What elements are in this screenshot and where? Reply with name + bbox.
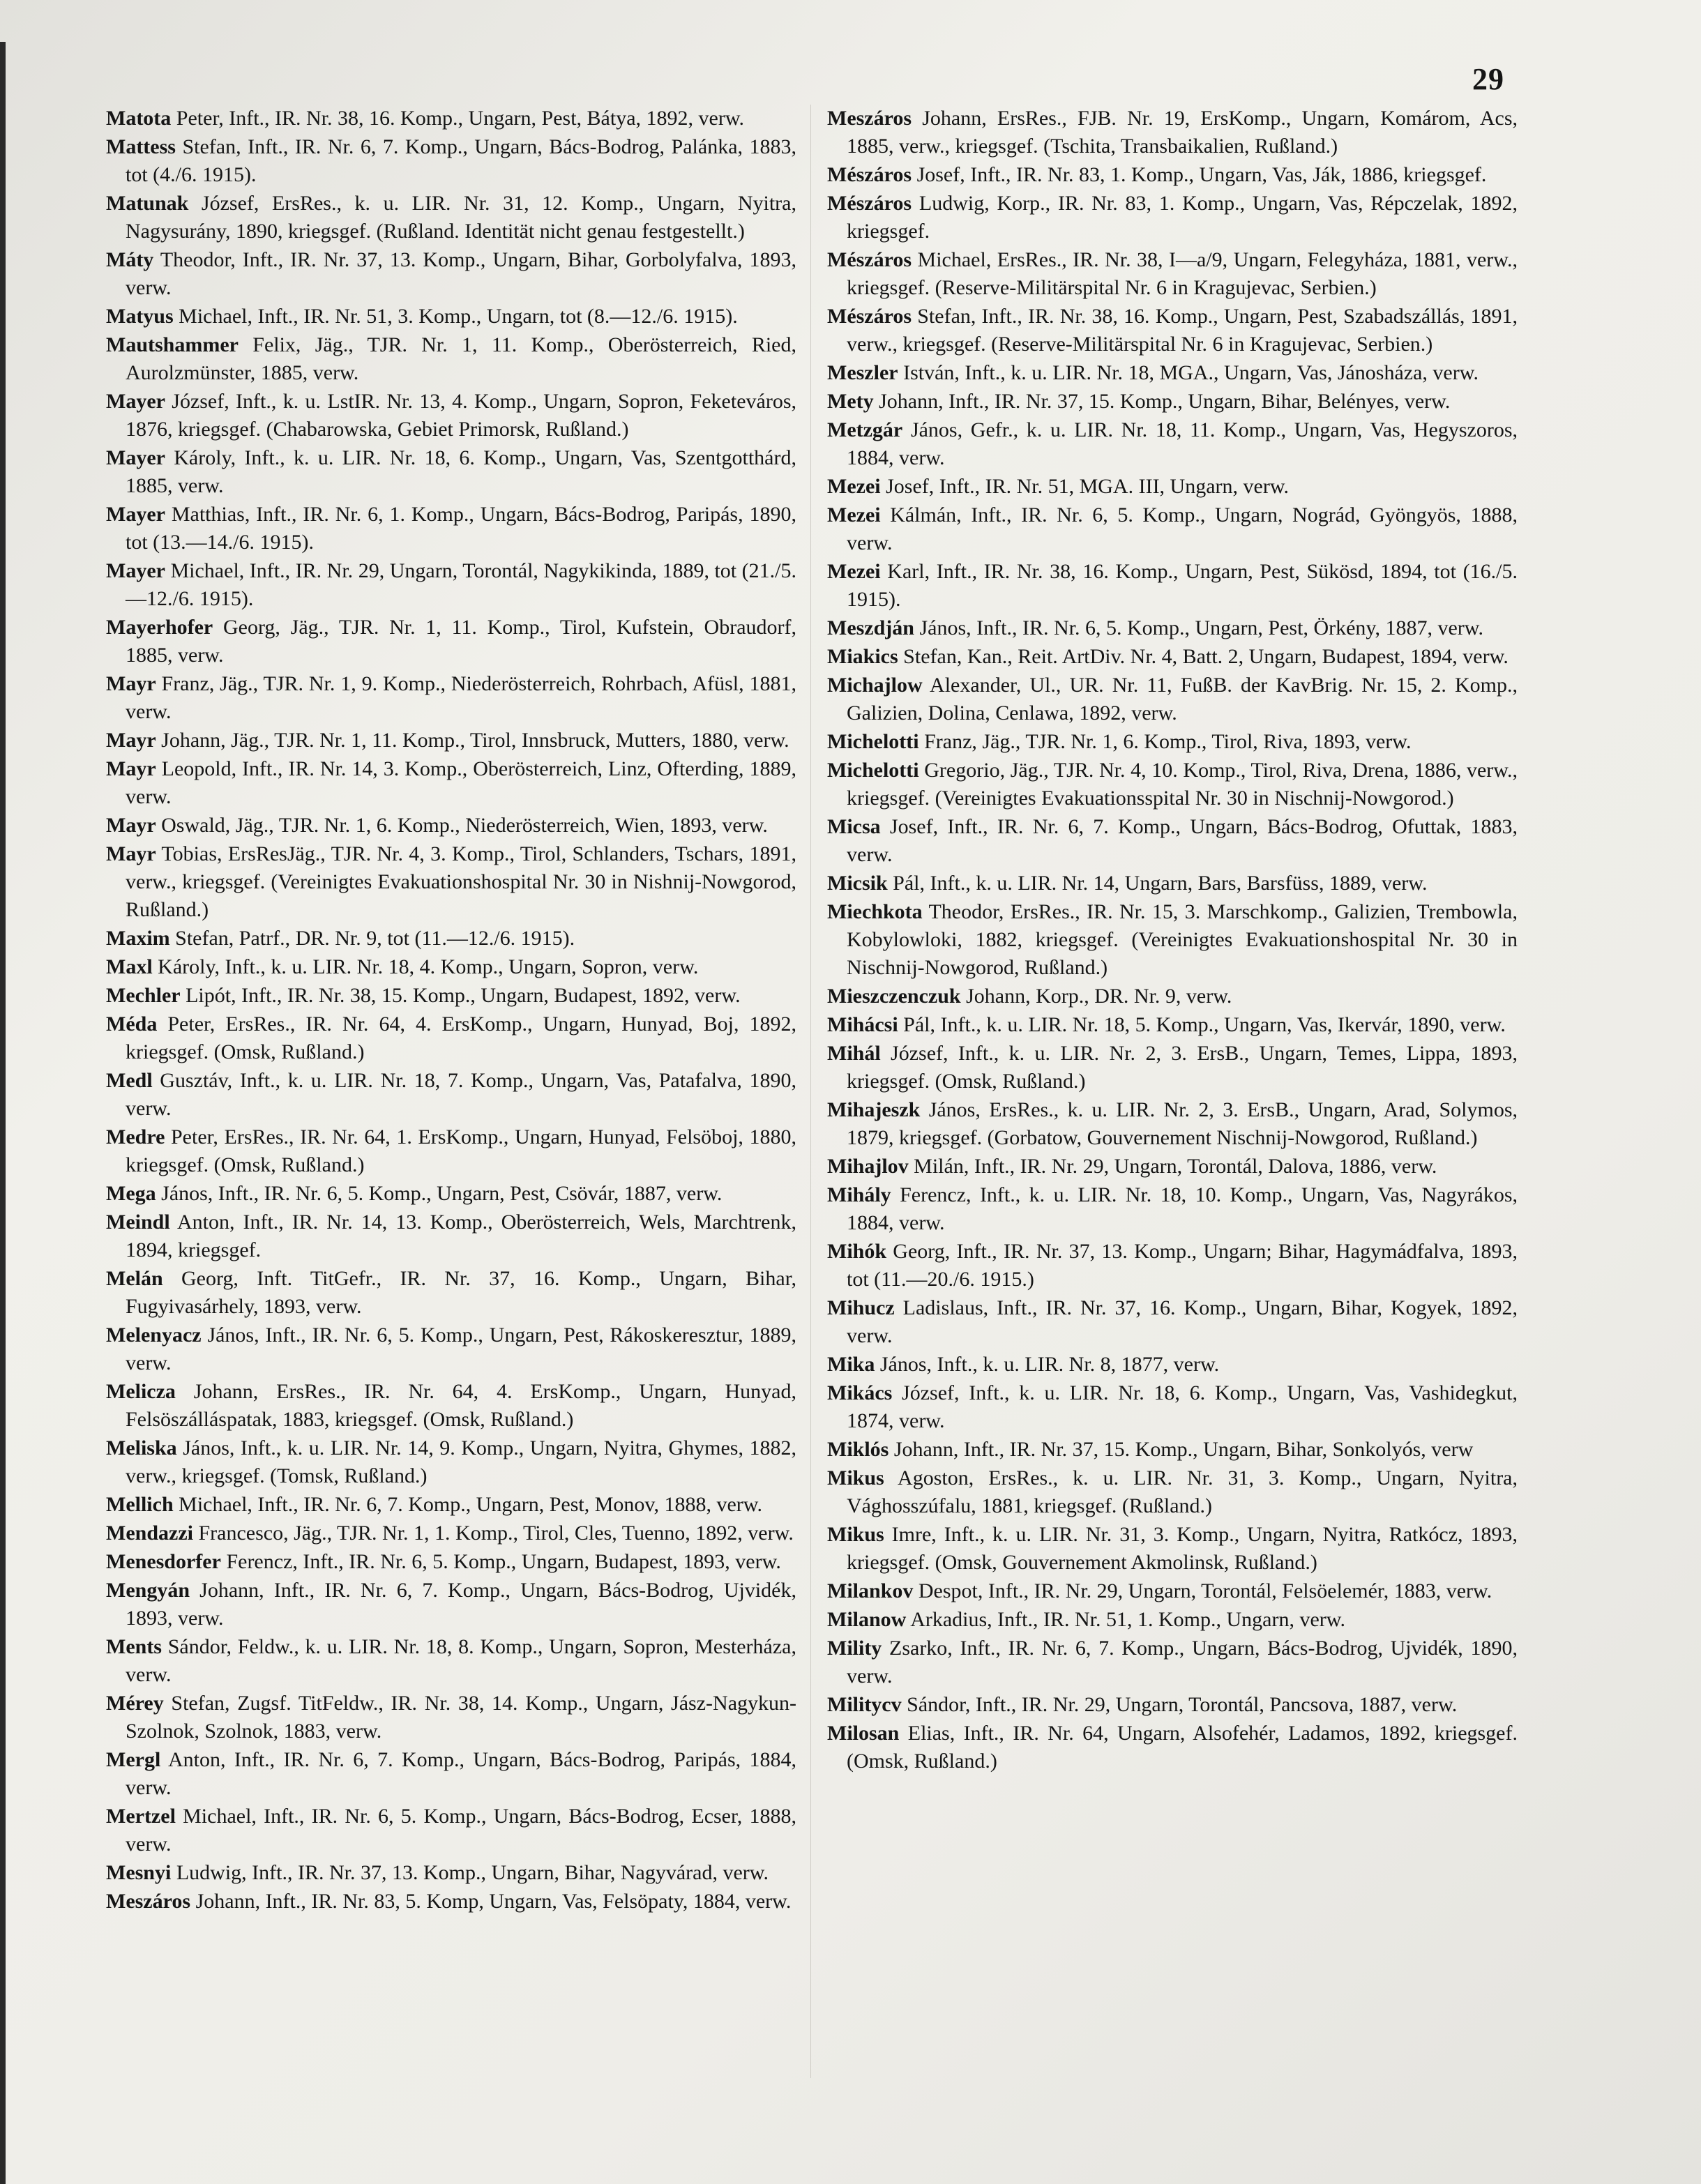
entry-details: Georg, Inft., IR. Nr. 37, 13. Komp., Ungarn; Bihar, Hagymádfalva, 1893, tot (11.—20./6. 1915.) <box>847 1240 1518 1291</box>
entry-surname: Mayr <box>106 672 156 695</box>
entry-surname: Mayer <box>106 446 165 469</box>
entry-details: Ferencz, Inft., IR. Nr. 6, 5. Komp., Ungarn, Budapest, 1893, verw. <box>220 1550 781 1573</box>
entry-details: Leopold, Inft., IR. Nr. 14, 3. Komp., Oberösterreich, Linz, Ofterding, 1889, verw. <box>126 757 796 808</box>
entry-details: Felix, Jäg., TJR. Nr. 1, 11. Komp., Oberösterreich, Ried, Aurolzmünster, 1885, verw. <box>126 333 796 384</box>
entry-surname: Milanow <box>827 1608 907 1631</box>
entry-details: Oswald, Jäg., TJR. Nr. 1, 6. Komp., Niederösterreich, Wien, 1893, verw. <box>156 814 768 837</box>
entry-surname: Meindl <box>106 1211 170 1234</box>
entry-details: Johann, Korp., DR. Nr. 9, verw. <box>960 985 1232 1008</box>
entry-surname: Mellich <box>106 1493 174 1516</box>
entry-surname: Michelotti <box>827 759 919 782</box>
entry-surname: Meszáros <box>827 107 912 130</box>
entry-surname: Mika <box>827 1353 875 1376</box>
register-entry <box>106 925 796 953</box>
page-number: 29 <box>1472 62 1504 96</box>
entry-surname: Melicza <box>106 1380 176 1403</box>
entry-details: Ferencz, Inft., k. u. LIR. Nr. 18, 10. Komp., Ungarn, Vas, Nagyrákos, 1884, verw. <box>847 1183 1518 1234</box>
entry-surname: Milosan <box>827 1722 900 1745</box>
entry-surname: Mihajlov <box>827 1155 909 1178</box>
register-entry <box>106 1265 796 1321</box>
entry-surname: Mety <box>827 390 874 413</box>
entry-surname: Melán <box>106 1267 163 1290</box>
entry-surname: Michelotti <box>827 730 919 753</box>
register-entry <box>827 1040 1518 1095</box>
entry-details: Károly, Inft., k. u. LIR. Nr. 18, 4. Komp., Ungarn, Sopron, verw. <box>152 955 699 978</box>
entry-details: Elias, Inft., IR. Nr. 64, Ungarn, Alsofehér, Ladamos, 1892, kriegsgef. (Omsk, Rußland.) <box>847 1722 1518 1773</box>
entry-surname: Melenyacz <box>106 1324 202 1347</box>
entry-details: Zsarko, Inft., IR. Nr. 6, 7. Komp., Ungarn, Bács-Bodrog, Ujvidék, 1890, verw. <box>847 1637 1518 1688</box>
entry-details: Ludwig, Korp., IR. Nr. 83, 1. Komp., Ungarn, Vas, Répczelak, 1892, kriegsgef. <box>847 192 1518 243</box>
entry-details: Kálmán, Inft., IR. Nr. 6, 5. Komp., Ungarn, Nográd, Gyöngyös, 1888, verw. <box>847 503 1518 554</box>
page-edge-shadow <box>0 42 6 2184</box>
entry-surname: Mérey <box>106 1692 164 1715</box>
entry-surname: Mendazzi <box>106 1522 193 1545</box>
entry-details: Tobias, ErsResJäg., TJR. Nr. 4, 3. Komp., Tirol, Schlanders, Tschars, 1891, verw., kriegsgef. (Vereinigtes Evakuationshospital Nr. 30 in Nishnij-Nowgorod, Rußland.) <box>126 842 796 921</box>
entry-details: János, Inft., k. u. LIR. Nr. 14, 9. Komp., Ungarn, Nyitra, Ghymes, 1882, verw., kriegsgef. (Tomsk, Rußland.) <box>126 1436 796 1487</box>
entry-details: Alexander, Ul., UR. Nr. 11, FußB. der KavBrig. Nr. 15, 2. Komp., Galizien, Dolina, Cenlawa, 1892, verw. <box>847 674 1518 725</box>
entry-details: János, ErsRes., k. u. LIR. Nr. 2, 3. ErsB., Ungarn, Arad, Solymos, 1879, kriegsgef. (Gorbatow, Gouvernement Nischnij-Nowgorod, Rußland.) <box>847 1098 1518 1149</box>
entry-surname: Micsa <box>827 815 881 838</box>
entry-details: Sándor, Inft., IR. Nr. 29, Ungarn, Torontál, Pancsova, 1887, verw. <box>901 1693 1458 1716</box>
entry-surname: Mihál <box>827 1042 881 1065</box>
register-entry <box>106 840 796 924</box>
entry-details: Arkadius, Inft., IR. Nr. 51, 1. Komp., Ungarn, verw. <box>906 1608 1345 1631</box>
entry-details: Georg, Inft. TitGefr., IR. Nr. 37, 16. Komp., Ungarn, Bihar, Fugyivasárhely, 1893, verw. <box>126 1267 796 1318</box>
register-entry <box>106 557 796 613</box>
entry-details: Agoston, ErsRes., k. u. LIR. Nr. 31, 3. Komp., Ungarn, Nyitra, Vághosszúfalu, 1881, kriegsgef. (Rußland.) <box>847 1466 1518 1517</box>
entry-surname: Matyus <box>106 305 174 328</box>
entry-details: Josef, Inft., IR. Nr. 83, 1. Komp., Ungarn, Vas, Ják, 1886, kriegsgef. <box>912 163 1487 186</box>
entry-surname: Maxl <box>106 955 153 978</box>
entry-details: József, ErsRes., k. u. LIR. Nr. 31, 12. Komp., Ungarn, Nyitra, Nagysurány, 1890, kriegsgef. (Rußland. Identität nicht genau festgestellt.) <box>126 192 796 243</box>
entry-details: Francesco, Jäg., TJR. Nr. 1, 1. Komp., Tirol, Cles, Tuenno, 1892, verw. <box>192 1522 794 1545</box>
entry-surname: Michajlow <box>827 674 923 697</box>
register-entry <box>106 1378 796 1434</box>
entry-surname: Mayer <box>106 503 165 526</box>
entry-surname: Mengyán <box>106 1579 190 1602</box>
register-entry <box>106 1859 796 1887</box>
register-entry <box>106 1180 796 1208</box>
entry-details: János, Inft., IR. Nr. 6, 5. Komp., Ungarn, Pest, Örkény, 1887, verw. <box>914 616 1483 639</box>
entry-surname: Meszáros <box>106 1890 191 1913</box>
entry-surname: Menesdorfer <box>106 1550 221 1573</box>
entry-surname: Mészáros <box>827 305 912 328</box>
register-entry <box>106 1491 796 1519</box>
entry-details: Franz, Jäg., TJR. Nr. 1, 6. Komp., Tirol, Riva, 1893, verw. <box>918 730 1412 753</box>
entry-details: Michael, Inft., IR. Nr. 29, Ungarn, Torontál, Nagykikinda, 1889, tot (21./5.—12./6. 1915). <box>126 559 796 610</box>
entry-surname: Micsik <box>827 872 888 895</box>
entry-details: Peter, ErsRes., IR. Nr. 64, 4. ErsKomp., Ungarn, Hunyad, Boj, 1892, kriegsgef. (Omsk, Rußland.) <box>126 1013 796 1063</box>
entry-details: Sándor, Feldw., k. u. LIR. Nr. 18, 8. Komp., Ungarn, Sopron, Mesterháza, verw. <box>126 1635 796 1686</box>
register-entry <box>106 755 796 811</box>
register-entry <box>827 728 1518 756</box>
entry-surname: Meszler <box>827 361 898 384</box>
entry-surname: Mility <box>827 1637 882 1660</box>
entry-details: István, Inft., k. u. LIR. Nr. 18, MGA., Ungarn, Vas, Jánosháza, verw. <box>898 361 1479 384</box>
entry-surname: Matunak <box>106 192 189 215</box>
entry-details: József, Inft., k. u. LstIR. Nr. 13, 4. Komp., Ungarn, Sopron, Feketeváros, 1876, kriegsgef. (Chabarowska, Gebiet Primorsk, Rußland.) <box>126 390 796 441</box>
register-entry <box>106 1803 796 1858</box>
entry-details: Theodor, ErsRes., IR. Nr. 15, 3. Marschkomp., Galizien, Trembowla, Kobylowloki, 1882, kriegsgef. (Vereinigtes Evakuationshospital Nr. 30 in Nischnij-Nowgorod, Rußland.) <box>847 900 1518 979</box>
register-entry <box>106 331 796 387</box>
register-entry <box>106 982 796 1010</box>
entry-surname: Mészáros <box>827 163 912 186</box>
entry-details: János, Inft., IR. Nr. 6, 5. Komp., Ungarn, Pest, Rákoskeresztur, 1889, verw. <box>126 1324 796 1374</box>
entry-surname: Mayr <box>106 757 156 780</box>
register-entry <box>106 1434 796 1490</box>
entry-surname: Mattess <box>106 135 176 158</box>
entry-surname: Mega <box>106 1182 156 1205</box>
entry-surname: Mieszczenczuk <box>827 985 961 1008</box>
register-entry <box>827 246 1518 302</box>
entry-details: Milán, Inft., IR. Nr. 29, Ungarn, Torontál, Dalova, 1886, verw. <box>908 1155 1437 1178</box>
entry-details: Károly, Inft., k. u. LIR. Nr. 18, 6. Komp., Ungarn, Vas, Szentgotthárd, 1885, verw. <box>126 446 796 497</box>
entry-details: Josef, Inft., IR. Nr. 51, MGA. III, Ungarn, verw. <box>880 475 1290 498</box>
entry-details: János, Inft., IR. Nr. 6, 5. Komp., Ungarn, Pest, Csövár, 1887, verw. <box>156 1182 723 1205</box>
entry-surname: Medl <box>106 1069 153 1092</box>
register-entry <box>827 1436 1518 1464</box>
entry-details: Johann, ErsRes., IR. Nr. 64, 4. ErsKomp., Ungarn, Hunyad, Felsöszálláspatak, 1883, kriegsgef. (Omsk, Rußland.) <box>126 1380 796 1431</box>
register-entry <box>827 898 1518 982</box>
entry-details: Johann, Inft., IR. Nr. 83, 5. Komp, Ungarn, Vas, Felsöpaty, 1884, verw. <box>190 1890 792 1913</box>
entry-details: Lipót, Inft., IR. Nr. 38, 15. Komp., Ungarn, Budapest, 1892, verw. <box>180 984 741 1007</box>
register-entry <box>106 133 796 189</box>
entry-surname: Mihajeszk <box>827 1098 921 1121</box>
register-entry <box>106 1746 796 1802</box>
entry-surname: Mayr <box>106 842 156 865</box>
register-entry <box>827 672 1518 727</box>
entry-details: Matthias, Inft., IR. Nr. 6, 1. Komp., Ungarn, Bács-Bodrog, Paripás, 1890, tot (13.—14./6. 1915). <box>126 503 796 554</box>
register-entry <box>106 1321 796 1377</box>
register-entry <box>827 359 1518 387</box>
entry-surname: Metzgár <box>827 418 903 441</box>
entry-surname: Maxim <box>106 927 170 950</box>
entry-surname: Mihály <box>827 1183 891 1206</box>
register-entry <box>827 1464 1518 1520</box>
register-entry <box>827 1635 1518 1690</box>
entry-surname: Mergl <box>106 1748 161 1771</box>
register-entry <box>106 727 796 754</box>
entry-details: Imre, Inft., k. u. LIR. Nr. 31, 3. Komp., Ungarn, Nyitra, Ratkócz, 1893, kriegsgef. (Omsk, Gouvernement Akmolinsk, Rußland.) <box>847 1523 1518 1574</box>
left-column <box>106 105 796 1916</box>
register-entry <box>827 1521 1518 1577</box>
register-entry <box>106 953 796 981</box>
register-entry <box>827 983 1518 1010</box>
register-entry <box>106 1123 796 1179</box>
entry-details: Gusztáv, Inft., k. u. LIR. Nr. 18, 7. Komp., Ungarn, Vas, Patafalva, 1890, verw. <box>126 1069 796 1120</box>
register-entry <box>106 190 796 245</box>
entry-details: Josef, Inft., IR. Nr. 6, 7. Komp., Ungarn, Bács-Bodrog, Ofuttak, 1883, verw. <box>847 815 1518 866</box>
register-entry <box>106 670 796 726</box>
entry-surname: Mayr <box>106 814 156 837</box>
entry-details: Johann, ErsRes., FJB. Nr. 19, ErsKomp., Ungarn, Komárom, Acs, 1885, verw., kriegsgef. (Tschita, Transbaikalien, Rußland.) <box>847 107 1518 158</box>
entry-surname: Ments <box>106 1635 162 1658</box>
entry-surname: Miakics <box>827 645 898 668</box>
entry-surname: Miklós <box>827 1438 889 1461</box>
entry-surname: Mayer <box>106 390 165 413</box>
register-entry <box>106 501 796 556</box>
register-entry <box>106 1010 796 1066</box>
entry-details: Johann, Inft., IR. Nr. 37, 15. Komp., Ungarn, Bihar, Sonkolyós, verw <box>889 1438 1474 1461</box>
register-entry <box>106 303 796 331</box>
entry-surname: Miechkota <box>827 900 923 923</box>
entry-surname: Medre <box>106 1125 165 1148</box>
entry-details: József, Inft., k. u. LIR. Nr. 2, 3. ErsB., Ungarn, Temes, Lippa, 1893, kriegsgef. (Omsk, Rußland.) <box>847 1042 1518 1093</box>
entry-details: Theodor, Inft., IR. Nr. 37, 13. Komp., Ungarn, Bihar, Gorbolyfalva, 1893, verw. <box>126 248 796 299</box>
entry-details: Johann, Inft., IR. Nr. 6, 7. Komp., Ungarn, Bács-Bodrog, Ujvidék, 1893, verw. <box>126 1579 796 1630</box>
entry-surname: Milankov <box>827 1579 914 1602</box>
entry-details: Johann, Jäg., TJR. Nr. 1, 11. Komp., Tirol, Innsbruck, Mutters, 1880, verw. <box>156 729 789 752</box>
register-entry <box>827 161 1518 189</box>
entry-surname: Mikács <box>827 1381 893 1404</box>
entry-surname: Mautshammer <box>106 333 239 356</box>
entry-surname: Mihucz <box>827 1296 895 1319</box>
register-entry <box>827 1606 1518 1634</box>
entry-surname: Méda <box>106 1013 158 1036</box>
register-entry <box>827 1294 1518 1350</box>
register-entry <box>827 643 1518 671</box>
register-entry <box>827 1238 1518 1294</box>
entry-surname: Mihácsi <box>827 1013 898 1036</box>
register-entry <box>106 1548 796 1576</box>
register-entry <box>106 1067 796 1123</box>
register-entry <box>827 473 1518 501</box>
entry-details: Franz, Jäg., TJR. Nr. 1, 9. Komp., Niederösterreich, Rohrbach, Afüsl, 1881, verw. <box>126 672 796 723</box>
entry-details: Michael, Inft., IR. Nr. 6, 7. Komp., Ungarn, Pest, Monov, 1888, verw. <box>173 1493 762 1516</box>
entry-details: Michael, ErsRes., IR. Nr. 38, I—a/9, Ungarn, Felegyháza, 1881, verw., kriegsgef. (Reserve-Militärspital Nr. 6 in Kragujevac, Serbien.) <box>847 248 1518 299</box>
right-column <box>827 105 1518 1776</box>
entry-details: János, Gefr., k. u. LIR. Nr. 18, 11. Komp., Ungarn, Vas, Hegyszoros, 1884, verw. <box>847 418 1518 469</box>
register-entry <box>827 1577 1518 1605</box>
entry-surname: Mezei <box>827 475 881 498</box>
register-entry <box>106 1633 796 1689</box>
register-entry <box>106 1888 796 1916</box>
entry-surname: Meszdján <box>827 616 914 639</box>
entry-details: János, Inft., k. u. LIR. Nr. 8, 1877, verw. <box>875 1353 1220 1376</box>
entry-details: József, Inft., k. u. LIR. Nr. 18, 6. Komp., Ungarn, Vas, Vashidegkut, 1874, verw. <box>847 1381 1518 1432</box>
entry-details: Michael, Inft., IR. Nr. 51, 3. Komp., Ungarn, tot (8.—12./6. 1915). <box>173 305 738 328</box>
register-entry <box>106 614 796 669</box>
register-entry <box>106 105 796 132</box>
register-entry <box>827 1351 1518 1379</box>
entry-surname: Máty <box>106 248 154 271</box>
entry-surname: Mezei <box>827 560 881 583</box>
entry-details: Gregorio, Jäg., TJR. Nr. 4, 10. Komp., Tirol, Riva, Drena, 1886, verw., kriegsgef. (Vereinigtes Evakuationsspital Nr. 30 in Nischnij-Nowgorod.) <box>847 759 1518 810</box>
register-entry <box>106 1690 796 1745</box>
register-entry <box>106 1577 796 1632</box>
entry-surname: Mayerhofer <box>106 616 213 639</box>
register-entry <box>827 1011 1518 1039</box>
register-entry <box>827 1096 1518 1152</box>
entry-details: Peter, ErsRes., IR. Nr. 64, 1. ErsKomp., Ungarn, Hunyad, Felsöboj, 1880, kriegsgef. (Omsk, Rußland.) <box>126 1125 796 1176</box>
register-entry <box>827 1153 1518 1181</box>
register-entry <box>106 812 796 840</box>
register-entry <box>827 813 1518 869</box>
entry-surname: Mikus <box>827 1466 884 1489</box>
register-entry <box>106 1519 796 1547</box>
entry-surname: Mayer <box>106 559 165 582</box>
entry-details: Stefan, Zugsf. TitFeldw., IR. Nr. 38, 14. Komp., Ungarn, Jász-Nagykun-Szolnok, Szolnok, 1883, verw. <box>126 1692 796 1743</box>
register-entry <box>827 558 1518 614</box>
entry-surname: Mészáros <box>827 248 912 271</box>
column-divider <box>810 105 811 2078</box>
entry-details: Michael, Inft., IR. Nr. 6, 5. Komp., Ungarn, Bács-Bodrog, Ecser, 1888, verw. <box>126 1805 796 1856</box>
entry-details: Despot, Inft., IR. Nr. 29, Ungarn, Torontál, Felsöelemér, 1883, verw. <box>913 1579 1492 1602</box>
register-entry <box>827 1181 1518 1237</box>
entry-details: Pál, Inft., k. u. LIR. Nr. 18, 5. Komp., Ungarn, Vas, Ikervár, 1890, verw. <box>898 1013 1506 1036</box>
entry-details: Ladislaus, Inft., IR. Nr. 37, 16. Komp., Ungarn, Bihar, Kogyek, 1892, verw. <box>847 1296 1518 1347</box>
entry-details: Ludwig, Inft., IR. Nr. 37, 13. Komp., Ungarn, Bihar, Nagyvárad, verw. <box>171 1861 769 1884</box>
register-entry <box>827 303 1518 358</box>
entry-surname: Militycv <box>827 1693 902 1716</box>
entry-surname: Mesnyi <box>106 1861 172 1884</box>
entry-surname: Mertzel <box>106 1805 176 1828</box>
entry-details: Johann, Inft., IR. Nr. 37, 15. Komp., Ungarn, Bihar, Belényes, verw. <box>873 390 1451 413</box>
entry-details: Georg, Jäg., TJR. Nr. 1, 11. Komp., Tirol, Kufstein, Obraudorf, 1885, verw. <box>126 616 796 667</box>
entry-details: Karl, Inft., IR. Nr. 38, 16. Komp., Ungarn, Pest, Sükösd, 1894, tot (16./5. 1915). <box>847 560 1518 611</box>
register-entry <box>106 388 796 443</box>
register-entry <box>827 416 1518 472</box>
register-entry <box>827 388 1518 416</box>
entry-details: Anton, Inft., IR. Nr. 14, 13. Komp., Oberösterreich, Wels, Marchtrenk, 1894, kriegsgef. <box>126 1211 796 1261</box>
entry-surname: Meliska <box>106 1436 177 1459</box>
entry-details: Stefan, Kan., Reit. ArtDiv. Nr. 4, Batt. 2, Ungarn, Budapest, 1894, verw. <box>898 645 1509 668</box>
register-entry <box>106 444 796 500</box>
register-entry <box>106 1208 796 1264</box>
entry-surname: Mechler <box>106 984 181 1007</box>
entry-surname: Mikus <box>827 1523 884 1546</box>
register-entry <box>827 614 1518 642</box>
register-entry <box>827 1720 1518 1775</box>
register-entry <box>827 105 1518 160</box>
register-entry <box>106 246 796 302</box>
entry-surname: Matota <box>106 107 172 130</box>
entry-details: Pál, Inft., k. u. LIR. Nr. 14, Ungarn, Bars, Barsfüss, 1889, verw. <box>887 872 1428 895</box>
entry-surname: Mezei <box>827 503 881 526</box>
register-entry <box>827 501 1518 557</box>
entry-details: Stefan, Inft., IR. Nr. 38, 16. Komp., Ungarn, Pest, Szabadszállás, 1891, verw., kriegsgef. (Reserve-Militärspital Nr. 6 in Kragujevac, Serbien.) <box>847 305 1518 356</box>
entry-surname: Mészáros <box>827 192 912 215</box>
register-entry <box>827 190 1518 245</box>
entry-surname: Mihók <box>827 1240 887 1263</box>
entry-details: Peter, Inft., IR. Nr. 38, 16. Komp., Ungarn, Pest, Bátya, 1892, verw. <box>171 107 745 130</box>
entry-surname: Mayr <box>106 729 156 752</box>
register-entry <box>827 1691 1518 1719</box>
register-entry <box>827 870 1518 897</box>
entry-details: Stefan, Patrf., DR. Nr. 9, tot (11.—12./6. 1915). <box>169 927 575 950</box>
register-entry <box>827 757 1518 812</box>
entry-details: Stefan, Inft., IR. Nr. 6, 7. Komp., Ungarn, Bács-Bodrog, Palánka, 1883, tot (4./6. 1915). <box>126 135 796 186</box>
entry-details: Anton, Inft., IR. Nr. 6, 7. Komp., Ungarn, Bács-Bodrog, Paripás, 1884, verw. <box>126 1748 796 1799</box>
register-entry <box>827 1379 1518 1435</box>
